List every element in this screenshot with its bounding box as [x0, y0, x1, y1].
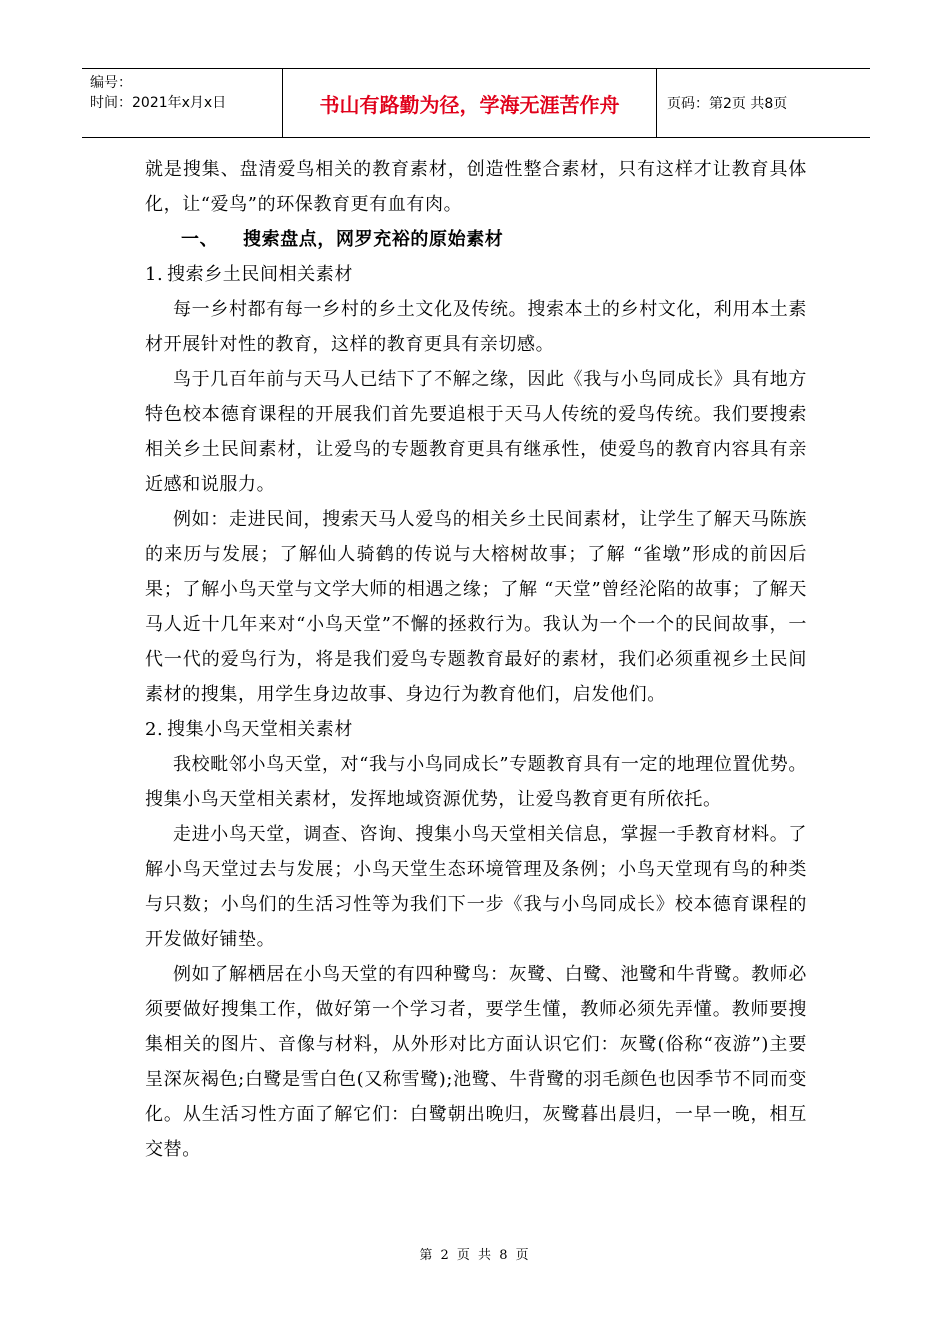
section-heading: [145, 222, 807, 257]
subsection-heading: [145, 712, 807, 747]
header-page-info: 页码：第2页 共8页: [667, 96, 788, 112]
header-motto: 书山有路勤为径，学海无涯苦作舟: [283, 69, 657, 137]
subsection-heading: [145, 257, 807, 292]
paragraph: 鸟于几百年前与天马人已结下了不解之缘，因此《我与小鸟同成长》具有地方特色校本德育课程的开展我们首先要追根于天马人传统的爱鸟传统。我们要搜索相关乡土民间素材，让爱鸟的专题教育更具有继承性，使爱鸟的教育内容具有亲近感和说服力。: [145, 369, 807, 495]
subsection-title: 搜索乡土民间相关素材: [167, 264, 353, 285]
paragraph: 走进小鸟天堂，调查、咨询、搜集小鸟天堂相关信息，掌握一手教育材料。了解小鸟天堂过去与发展；小鸟天堂生态环境管理及条例；小鸟天堂现有鸟的种类与只数；小鸟们的生活习性等为我们下一步《我与小鸟同成长》校本德育课程的开发做好铺垫。: [145, 824, 807, 950]
page-header: [82, 68, 870, 138]
paragraph: 就是搜集、盘清爱鸟相关的教育素材，创造性整合素材，只有这样才让教育具体化，让“爱鸟”的环保教育更有血有肉。: [145, 159, 807, 215]
header-info-cell: [82, 69, 283, 137]
subsection-title: 搜集小鸟天堂相关素材: [167, 719, 353, 740]
page-footer: 第 2 页 共 8 页: [419, 1248, 531, 1263]
paragraph: 例如：走进民间，搜索天马人爱鸟的相关乡土民间素材，让学生了解天马陈族的来历与发展；了解仙人骑鹤的传说与大榕树故事；了解 “雀墩”形成的前因后果；了解小鸟天堂与文学大师的相遇之缘；了解 “天堂”曾经沦陷的故事；了解天马人近十几年来对“小鸟天堂”不懈的拯救行为。我认为一个一个的民间故事，一代一代的爱鸟行为，将是我们爱鸟专题教育最好的素材，我们必须重视乡土民间素材的搜集，用学生身边故事、身边行为教育他们，启发他们。: [145, 509, 807, 705]
subsection-number: 1.: [145, 264, 164, 285]
paragraph: 我校毗邻小鸟天堂，对“我与小鸟同成长”专题教育具有一定的地理位置优势。搜集小鸟天堂相关素材，发挥地域资源优势，让爱鸟教育更有所依托。: [145, 754, 807, 810]
document-date-label: 时间：2021年x月x日: [90, 95, 227, 111]
document-body: [145, 152, 807, 1167]
section-title: 搜索盘点，网罗充裕的原始素材: [243, 229, 504, 250]
document-number-label: 编号：: [90, 75, 132, 91]
section-number: 一、: [181, 229, 219, 250]
subsection-number: 2.: [145, 719, 164, 740]
paragraph: 每一乡村都有每一乡村的乡土文化及传统。搜索本土的乡村文化，利用本土素材开展针对性的教育，这样的教育更具有亲切感。: [145, 299, 807, 355]
paragraph: 例如了解栖居在小鸟天堂的有四种鹭鸟：灰鹭、白鹭、池鹭和牛背鹭。教师必须要做好搜集工作，做好第一个学习者，要学生懂，教师必须先弄懂。教师要搜集相关的图片、音像与材料，从外形对比方面认识它们：灰鹭(俗称“夜游”)主要呈深灰褐色;白鹭是雪白色(又称雪鹭);池鹭、牛背鹭的羽毛颜色也因季节不同而变化。从生活习性方面了解它们：白鹭朝出晚归，灰鹭暮出晨归，一早一晚，相互交替。: [145, 964, 807, 1160]
